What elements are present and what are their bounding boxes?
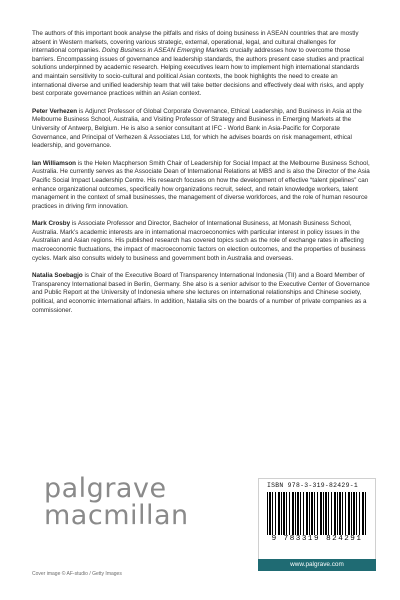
cover-image-credit: Cover image © AF-studio / Getty Images xyxy=(32,571,122,577)
author-bio xyxy=(32,220,370,263)
book-title-italic: Doing Business in ASEAN Emerging Markets xyxy=(102,47,229,55)
author-name: Ian Williamson xyxy=(32,159,77,167)
author-name: Mark Crosby xyxy=(32,220,71,228)
author-name: Peter Verhezen xyxy=(32,107,78,115)
barcode-digits: 9 783319 824291 xyxy=(261,535,373,543)
isbn-barcode xyxy=(258,478,376,560)
intro-text-start: The authors of this important book analyse the pitfalls and risks of doing business in ASEAN countries that are mostly absent in Western markets, covering various strategic, external, operational, legal, and cultural challenges for international companies. xyxy=(32,30,359,55)
intro-text-end: crucially addresses how to overcome those barriers. Encompassing issues of governance and leadership standards, the authors present case studies and practical solutions underpinned by academic research. Helping executives learn how to implement high international standards and maintain sensitivity to socio-cultural and political Asian contexts, the book highlights the need to create an international diverse and unified leadership team that will take better decisions and effectively deal with risks, and apply best corporate governance practices within an Asian context. xyxy=(32,47,364,98)
author-bio-text: is Associate Professor and Director, Bachelor of International Business, at Monash Business School, Australia. Mark’s academic interests are in international macroeconomics with particular interest in policy issues in the Australian and Asian regions. His published research has covered topics such as the role of exchange rates in affecting macroeconomic fluctuations, the impact of macroeconomic factors on election outcomes, and the properties of business cycles. Mark also consults widely to business and government both in Australia and overseas. xyxy=(32,220,366,262)
publisher-logo xyxy=(44,473,189,531)
publisher-website: www.palgrave.com xyxy=(258,559,376,571)
author-bio xyxy=(32,272,370,315)
author-bio xyxy=(32,160,370,212)
publisher-logo-line1: palgrave xyxy=(44,473,167,504)
author-name: Natalia Soebagjo xyxy=(32,272,83,280)
barcode-bars xyxy=(267,492,367,536)
author-bio-text: is Adjunct Professor of Global Corporate Governance, Ethical Leadership, and Business in Asia at the Melbourne Business School, Australia, and Visiting Professor of Strategy and Business in Emerging Markets at the University of Antwerp, Belgium. He is also a senior consultant at IFC - World Bank in Asia-Pacific for Corporate Governance, and Principal of Verhezen & Associates Ltd, for which he advises boards on risk management, ethical leadership, and governance. xyxy=(32,107,362,150)
author-bio-text: is Chair of the Executive Board of Transparency International Indonesia (TII) and a Board Member of Transparency International based in Berlin, Germany. She also is a senior advisor to the Executive Center of Governance and Public Report at the University of Indonesia where she lectures on international relationships and Chinese society, political, and economic international affairs. In addition, Natalia sits on the boards of a number of private companies as a commissioner. xyxy=(32,272,370,314)
author-bio xyxy=(32,108,370,151)
author-bio-text: is the Helen Macpherson Smith Chair of Leadership for Social Impact at the Melbourne Business School, Australia. He currently serves as the Associate Dean of International Relations at MBS and is also the Director of the Asia Pacific Social Impact Leadership Centre. His research focuses on how the development of effective “talent pipelines” can enhance organizational outcomes, specifically how organizations recruit, select, and retain knowledge workers, talent management in the context of small businesses, the management of diverse workforces, and the role of human resource practices in driving firm innovation. xyxy=(32,159,370,210)
isbn-label: ISBN 978-3-319-82429-1 xyxy=(267,482,358,489)
intro-paragraph xyxy=(32,30,370,99)
back-cover-text xyxy=(32,30,370,324)
publisher-logo-line2: macmillan xyxy=(44,500,189,531)
